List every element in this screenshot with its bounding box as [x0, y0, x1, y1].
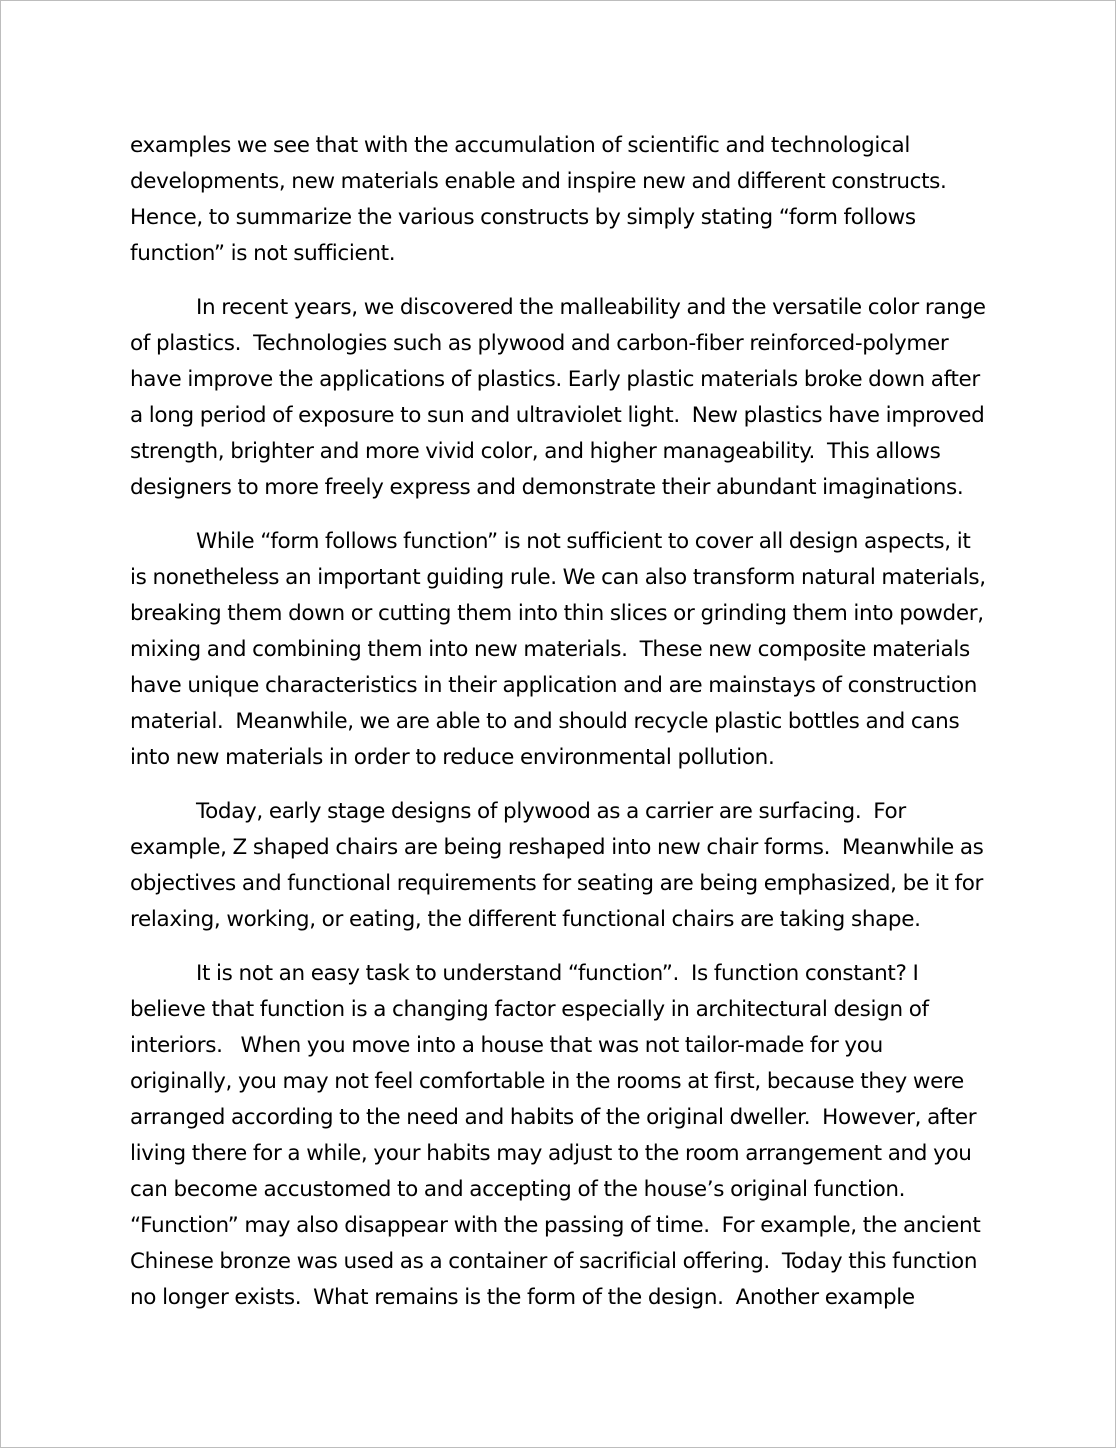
- document-body: [130, 128, 1002, 1316]
- paragraph-2: [130, 290, 1002, 506]
- text-line: While “form follows function” is not sufficient to cover all design aspects, it: [196, 529, 971, 554]
- text-line: strength, brighter and more vivid color, and higher manageability. This allows: [130, 439, 941, 464]
- paragraph-1: [130, 128, 1002, 272]
- text-line: In recent years, we discovered the malleability and the versatile color range: [196, 295, 986, 320]
- text-line: interiors. When you move into a house that was not tailor-made for you: [130, 1033, 883, 1058]
- paragraph-4: [130, 794, 1002, 938]
- text-line: originally, you may not feel comfortable in the rooms at first, because they were: [130, 1069, 964, 1094]
- paragraph-spacing: [130, 506, 1002, 524]
- text-line: developments, new materials enable and inspire new and different constructs.: [130, 169, 947, 194]
- text-line: relaxing, working, or eating, the different functional chairs are taking shape.: [130, 907, 921, 932]
- paragraph-spacing: [130, 938, 1002, 956]
- text-line: living there for a while, your habits may adjust to the room arrangement and you: [130, 1141, 972, 1166]
- text-line: It is not an easy task to understand “function”. Is function constant? I: [196, 961, 919, 986]
- text-line: breaking them down or cutting them into thin slices or grinding them into powder,: [130, 601, 984, 626]
- text-line: Chinese bronze was used as a container of sacrificial offering. Today this function: [130, 1249, 978, 1274]
- text-line: designers to more freely express and demonstrate their abundant imaginations.: [130, 475, 964, 500]
- text-line: example, Z shaped chairs are being reshaped into new chair forms. Meanwhile as: [130, 835, 984, 860]
- text-line: into new materials in order to reduce environmental pollution.: [130, 745, 775, 770]
- text-line: mixing and combining them into new materials. These new composite materials: [130, 637, 970, 662]
- text-line: of plastics. Technologies such as plywood and carbon-fiber reinforced-polymer: [130, 331, 949, 356]
- paragraph-3: [130, 524, 1002, 776]
- text-line: function” is not sufficient.: [130, 241, 396, 266]
- text-line: material. Meanwhile, we are able to and should recycle plastic bottles and cans: [130, 709, 960, 734]
- paragraph-spacing: [130, 776, 1002, 794]
- text-line: “Function” may also disappear with the passing of time. For example, the ancient: [130, 1213, 981, 1238]
- text-line: examples we see that with the accumulation of scientific and technological: [130, 133, 910, 158]
- paragraph-5: [130, 956, 1002, 1316]
- text-line: arranged according to the need and habits of the original dweller. However, after: [130, 1105, 977, 1130]
- text-line: objectives and functional requirements for seating are being emphasized, be it for: [130, 871, 984, 896]
- text-line: believe that function is a changing factor especially in architectural design of: [130, 997, 929, 1022]
- text-line: a long period of exposure to sun and ultraviolet light. New plastics have improved: [130, 403, 985, 428]
- text-line: have improve the applications of plastics. Early plastic materials broke down after: [130, 367, 980, 392]
- text-line: Today, early stage designs of plywood as a carrier are surfacing. For: [196, 799, 906, 824]
- paragraph-spacing: [130, 272, 1002, 290]
- text-line: can become accustomed to and accepting of the house’s original function.: [130, 1177, 906, 1202]
- text-line: is nonetheless an important guiding rule. We can also transform natural materials,: [130, 565, 986, 590]
- text-line: Hence, to summarize the various constructs by simply stating “form follows: [130, 205, 916, 230]
- text-line: no longer exists. What remains is the form of the design. Another example: [130, 1285, 915, 1310]
- text-line: have unique characteristics in their application and are mainstays of construction: [130, 673, 978, 698]
